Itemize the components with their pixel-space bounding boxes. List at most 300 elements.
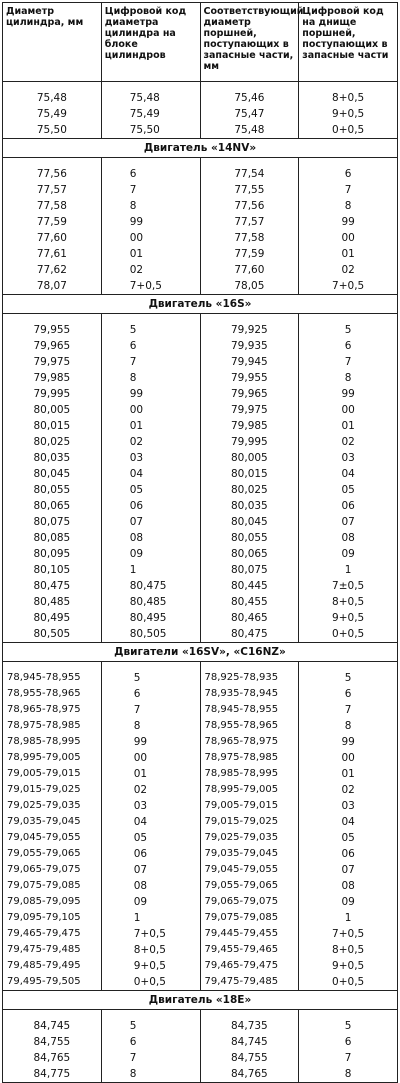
bore-diameter-cell: 79,075-79,085 (3, 878, 102, 894)
bore-diameter-cell: 84,745 (3, 1018, 102, 1034)
piston-diameter-cell: 80,075 (200, 562, 299, 578)
table-row (3, 498, 398, 514)
bore-code-cell: 02 (101, 262, 200, 278)
table-row (3, 1050, 398, 1066)
bore-diameter-cell: 80,045 (3, 466, 102, 482)
table-row (3, 894, 398, 910)
piston-code-cell: 08 (299, 878, 398, 894)
table-row (3, 578, 398, 594)
section-title: Двигатели «16SV», «С16NZ» (3, 643, 398, 662)
piston-diameter-cell: 80,065 (200, 546, 299, 562)
bore-diameter-cell: 80,095 (3, 546, 102, 562)
piston-diameter-cell: 79,025-79,035 (200, 830, 299, 846)
piston-code-cell: 09 (299, 894, 398, 910)
table-row (3, 90, 398, 106)
bore-diameter-cell: 77,59 (3, 214, 102, 230)
table-row (3, 974, 398, 991)
bore-code-cell: 06 (101, 846, 200, 862)
table-row (3, 1018, 398, 1034)
bore-code-cell: 00 (101, 230, 200, 246)
table-row (3, 402, 398, 418)
piston-diameter-cell: 80,015 (200, 466, 299, 482)
table-row (3, 450, 398, 466)
bore-diameter-cell: 79,015-79,025 (3, 782, 102, 798)
bore-code-cell: 5 (101, 322, 200, 338)
piston-code-cell: 6 (299, 338, 398, 354)
piston-diameter-cell: 75,48 (200, 122, 299, 139)
piston-code-cell: 04 (299, 466, 398, 482)
piston-diameter-cell: 79,945 (200, 354, 299, 370)
bore-code-cell: 01 (101, 246, 200, 262)
piston-diameter-cell: 80,025 (200, 482, 299, 498)
piston-diameter-cell: 79,045-79,055 (200, 862, 299, 878)
table-row (3, 106, 398, 122)
piston-code-cell: 9+0,5 (299, 958, 398, 974)
table-row (3, 246, 398, 262)
piston-diameter-cell: 79,065-79,075 (200, 894, 299, 910)
spacer-cell (101, 1010, 200, 1019)
table-row (3, 214, 398, 230)
spacer-cell (3, 662, 102, 671)
bore-diameter-cell: 80,485 (3, 594, 102, 610)
piston-diameter-cell: 84,765 (200, 1066, 299, 1083)
bore-code-cell: 7 (101, 354, 200, 370)
piston-diameter-cell: 75,46 (200, 90, 299, 106)
piston-code-cell: 8+0,5 (299, 90, 398, 106)
bore-code-cell: 99 (101, 214, 200, 230)
spacer-cell (200, 314, 299, 323)
spacer-cell (299, 662, 398, 671)
header-bore-code: Цифровой код диаметра цилиндра на блоке цилиндров (101, 3, 200, 82)
bore-code-cell: 09 (101, 546, 200, 562)
section-heading-row (3, 295, 398, 314)
spacer-row (3, 1010, 398, 1019)
piston-diameter-cell: 78,05 (200, 278, 299, 295)
bore-code-cell: 01 (101, 766, 200, 782)
piston-diameter-cell: 79,475-79,485 (200, 974, 299, 991)
bore-code-cell: 6 (101, 166, 200, 182)
spacer-row (3, 662, 398, 671)
bore-diameter-cell: 80,035 (3, 450, 102, 466)
spacer-cell (299, 82, 398, 91)
piston-diameter-cell: 79,035-79,045 (200, 846, 299, 862)
bore-code-cell: 05 (101, 830, 200, 846)
bore-diameter-cell: 79,055-79,065 (3, 846, 102, 862)
bore-code-cell: 6 (101, 686, 200, 702)
piston-diameter-cell: 77,54 (200, 166, 299, 182)
bore-code-cell: 75,49 (101, 106, 200, 122)
piston-diameter-cell: 80,465 (200, 610, 299, 626)
piston-code-cell: 00 (299, 230, 398, 246)
piston-code-cell: 1 (299, 562, 398, 578)
table-row (3, 198, 398, 214)
bore-diameter-cell: 80,495 (3, 610, 102, 626)
bore-code-cell: 04 (101, 466, 200, 482)
piston-code-cell: 8 (299, 718, 398, 734)
bore-code-cell: 07 (101, 514, 200, 530)
spacer-cell (299, 1010, 398, 1019)
piston-diameter-cell: 84,755 (200, 1050, 299, 1066)
piston-code-cell: 0+0,5 (299, 626, 398, 643)
table-row (3, 686, 398, 702)
piston-code-cell: 7+0,5 (299, 278, 398, 295)
bore-diameter-cell: 84,765 (3, 1050, 102, 1066)
table-body (3, 82, 398, 1083)
bore-code-cell: 8 (101, 198, 200, 214)
spacer-cell (101, 158, 200, 167)
piston-diameter-cell: 78,975-78,985 (200, 750, 299, 766)
piston-code-cell: 02 (299, 434, 398, 450)
piston-code-cell: 07 (299, 514, 398, 530)
piston-code-cell: 03 (299, 450, 398, 466)
piston-diameter-cell: 80,445 (200, 578, 299, 594)
spacer-cell (299, 158, 398, 167)
bore-diameter-cell: 79,495-79,505 (3, 974, 102, 991)
spacer-cell (200, 82, 299, 91)
bore-code-cell: 00 (101, 402, 200, 418)
bore-code-cell: 5 (101, 670, 200, 686)
spacer-row (3, 314, 398, 323)
bore-code-cell: 08 (101, 530, 200, 546)
bore-code-cell: 6 (101, 338, 200, 354)
header-piston-code: Цифровой код на днище поршней, поступающих в запасные части (299, 3, 398, 82)
piston-bore-table (2, 2, 398, 1083)
bore-diameter-cell: 80,505 (3, 626, 102, 643)
table-row (3, 958, 398, 974)
piston-diameter-cell: 79,015-79,025 (200, 814, 299, 830)
bore-diameter-cell: 77,57 (3, 182, 102, 198)
piston-code-cell: 8+0,5 (299, 942, 398, 958)
bore-code-cell: 99 (101, 386, 200, 402)
piston-diameter-cell: 84,735 (200, 1018, 299, 1034)
piston-diameter-cell: 80,475 (200, 626, 299, 643)
bore-code-cell: 8+0,5 (101, 942, 200, 958)
bore-code-cell: 09 (101, 894, 200, 910)
bore-code-cell: 00 (101, 750, 200, 766)
piston-diameter-cell: 78,935-78,945 (200, 686, 299, 702)
bore-diameter-cell: 80,025 (3, 434, 102, 450)
table-row (3, 354, 398, 370)
bore-code-cell: 99 (101, 734, 200, 750)
bore-diameter-cell: 77,58 (3, 198, 102, 214)
bore-diameter-cell: 77,56 (3, 166, 102, 182)
table-row (3, 734, 398, 750)
section-heading-row (3, 643, 398, 662)
bore-code-cell: 6 (101, 1034, 200, 1050)
bore-code-cell: 8 (101, 718, 200, 734)
bore-diameter-cell: 78,955-78,965 (3, 686, 102, 702)
bore-diameter-cell: 79,985 (3, 370, 102, 386)
piston-code-cell: 8+0,5 (299, 594, 398, 610)
piston-code-cell: 07 (299, 862, 398, 878)
table-row (3, 482, 398, 498)
spacer-row (3, 82, 398, 91)
piston-code-cell: 5 (299, 322, 398, 338)
bore-diameter-cell: 80,055 (3, 482, 102, 498)
piston-diameter-cell: 79,005-79,015 (200, 798, 299, 814)
bore-code-cell: 80,495 (101, 610, 200, 626)
bore-diameter-cell: 77,61 (3, 246, 102, 262)
piston-diameter-cell: 77,55 (200, 182, 299, 198)
piston-diameter-cell: 79,965 (200, 386, 299, 402)
spacer-cell (3, 1010, 102, 1019)
table-row (3, 702, 398, 718)
piston-code-cell: 02 (299, 262, 398, 278)
piston-diameter-cell: 79,925 (200, 322, 299, 338)
piston-diameter-cell: 75,47 (200, 106, 299, 122)
bore-code-cell: 03 (101, 798, 200, 814)
spacer-cell (299, 314, 398, 323)
table-row (3, 610, 398, 626)
piston-code-cell: 99 (299, 386, 398, 402)
bore-code-cell: 05 (101, 482, 200, 498)
table-row (3, 530, 398, 546)
piston-diameter-cell: 80,055 (200, 530, 299, 546)
table-row (3, 386, 398, 402)
bore-diameter-cell: 84,775 (3, 1066, 102, 1083)
bore-code-cell: 5 (101, 1018, 200, 1034)
piston-code-cell: 6 (299, 166, 398, 182)
piston-diameter-cell: 79,055-79,065 (200, 878, 299, 894)
piston-diameter-cell: 77,57 (200, 214, 299, 230)
bore-diameter-cell: 79,095-79,105 (3, 910, 102, 926)
piston-code-cell: 02 (299, 782, 398, 798)
bore-diameter-cell: 79,035-79,045 (3, 814, 102, 830)
piston-code-cell: 7+0,5 (299, 926, 398, 942)
bore-diameter-cell: 80,085 (3, 530, 102, 546)
piston-code-cell: 03 (299, 798, 398, 814)
bore-diameter-cell: 75,49 (3, 106, 102, 122)
header-piston-diameter: Соответствующий диаметр поршней, поступающих в запасные части, мм (200, 3, 299, 82)
spacer-cell (200, 1010, 299, 1019)
section-title: Двигатель «16S» (3, 295, 398, 314)
bore-diameter-cell: 77,60 (3, 230, 102, 246)
bore-code-cell: 02 (101, 782, 200, 798)
piston-code-cell: 99 (299, 214, 398, 230)
bore-diameter-cell: 77,62 (3, 262, 102, 278)
piston-code-cell: 7±0,5 (299, 578, 398, 594)
bore-diameter-cell: 80,015 (3, 418, 102, 434)
bore-code-cell: 8 (101, 1066, 200, 1083)
bore-code-cell: 8 (101, 370, 200, 386)
piston-code-cell: 09 (299, 546, 398, 562)
bore-diameter-cell: 79,955 (3, 322, 102, 338)
bore-code-cell: 06 (101, 498, 200, 514)
piston-code-cell: 7 (299, 354, 398, 370)
table-row (3, 514, 398, 530)
bore-code-cell: 80,505 (101, 626, 200, 643)
piston-diameter-cell: 77,56 (200, 198, 299, 214)
piston-code-cell: 05 (299, 482, 398, 498)
spacer-cell (101, 314, 200, 323)
spacer-cell (3, 158, 102, 167)
bore-code-cell: 7 (101, 1050, 200, 1066)
table-row (3, 1066, 398, 1083)
piston-diameter-cell: 78,965-78,975 (200, 734, 299, 750)
bore-code-cell: 7 (101, 182, 200, 198)
piston-code-cell: 0+0,5 (299, 974, 398, 991)
section-heading-row (3, 139, 398, 158)
bore-diameter-cell: 78,07 (3, 278, 102, 295)
table-row (3, 370, 398, 386)
table-row (3, 766, 398, 782)
bore-diameter-cell: 78,975-78,985 (3, 718, 102, 734)
bore-code-cell: 02 (101, 434, 200, 450)
table-row (3, 910, 398, 926)
bore-code-cell: 03 (101, 450, 200, 466)
bore-diameter-cell: 80,105 (3, 562, 102, 578)
table-row (3, 878, 398, 894)
spacer-cell (3, 314, 102, 323)
piston-diameter-cell: 79,075-79,085 (200, 910, 299, 926)
piston-code-cell: 06 (299, 846, 398, 862)
piston-diameter-cell: 79,955 (200, 370, 299, 386)
table-row (3, 278, 398, 295)
piston-diameter-cell: 79,975 (200, 402, 299, 418)
piston-diameter-cell: 78,945-78,955 (200, 702, 299, 718)
bore-code-cell: 7+0,5 (101, 926, 200, 942)
table-row (3, 1034, 398, 1050)
piston-code-cell: 5 (299, 1018, 398, 1034)
table-row (3, 942, 398, 958)
bore-diameter-cell: 75,50 (3, 122, 102, 139)
piston-diameter-cell: 77,60 (200, 262, 299, 278)
bore-diameter-cell: 80,075 (3, 514, 102, 530)
table-row (3, 434, 398, 450)
piston-code-cell: 7 (299, 182, 398, 198)
table-row (3, 814, 398, 830)
bore-code-cell: 07 (101, 862, 200, 878)
piston-diameter-cell: 79,445-79,455 (200, 926, 299, 942)
piston-code-cell: 8 (299, 1066, 398, 1083)
piston-code-cell: 7 (299, 1050, 398, 1066)
section-title: Двигатель «14NV» (3, 139, 398, 158)
piston-diameter-cell: 79,465-79,475 (200, 958, 299, 974)
piston-code-cell: 08 (299, 530, 398, 546)
spacer-cell (200, 158, 299, 167)
bore-code-cell: 7+0,5 (101, 278, 200, 295)
bore-diameter-cell: 78,985-78,995 (3, 734, 102, 750)
table-row (3, 830, 398, 846)
table-row (3, 670, 398, 686)
section-heading-row (3, 991, 398, 1010)
bore-diameter-cell: 79,475-79,485 (3, 942, 102, 958)
piston-diameter-cell: 78,955-78,965 (200, 718, 299, 734)
bore-diameter-cell: 79,025-79,035 (3, 798, 102, 814)
bore-code-cell: 1 (101, 910, 200, 926)
piston-code-cell: 1 (299, 910, 398, 926)
bore-code-cell: 80,485 (101, 594, 200, 610)
table-row (3, 718, 398, 734)
bore-diameter-cell: 78,945-78,955 (3, 670, 102, 686)
bore-code-cell: 04 (101, 814, 200, 830)
piston-code-cell: 05 (299, 830, 398, 846)
piston-diameter-cell: 80,005 (200, 450, 299, 466)
table-row (3, 750, 398, 766)
piston-code-cell: 6 (299, 1034, 398, 1050)
bore-diameter-cell: 79,065-79,075 (3, 862, 102, 878)
spacer-cell (101, 662, 200, 671)
piston-diameter-cell: 78,985-78,995 (200, 766, 299, 782)
section-title: Двигатель «18Е» (3, 991, 398, 1010)
bore-diameter-cell: 79,995 (3, 386, 102, 402)
piston-code-cell: 01 (299, 246, 398, 262)
bore-code-cell: 0+0,5 (101, 974, 200, 991)
spacer-cell (200, 662, 299, 671)
table-row (3, 418, 398, 434)
bore-diameter-cell: 79,005-79,015 (3, 766, 102, 782)
piston-code-cell: 01 (299, 418, 398, 434)
bore-code-cell: 80,475 (101, 578, 200, 594)
piston-code-cell: 04 (299, 814, 398, 830)
bore-diameter-cell: 80,475 (3, 578, 102, 594)
piston-code-cell: 0+0,5 (299, 122, 398, 139)
table-row (3, 230, 398, 246)
bore-diameter-cell: 79,485-79,495 (3, 958, 102, 974)
table-header-row (3, 3, 398, 82)
bore-code-cell: 75,48 (101, 90, 200, 106)
piston-code-cell: 01 (299, 766, 398, 782)
bore-code-cell: 7 (101, 702, 200, 718)
table-row (3, 182, 398, 198)
table-row (3, 926, 398, 942)
piston-code-cell: 6 (299, 686, 398, 702)
spacer-row (3, 158, 398, 167)
bore-code-cell: 1 (101, 562, 200, 578)
piston-diameter-cell: 78,925-78,935 (200, 670, 299, 686)
bore-diameter-cell: 78,965-78,975 (3, 702, 102, 718)
piston-diameter-cell: 84,745 (200, 1034, 299, 1050)
piston-diameter-cell: 78,995-79,005 (200, 782, 299, 798)
table-row (3, 338, 398, 354)
bore-diameter-cell: 80,065 (3, 498, 102, 514)
piston-code-cell: 7 (299, 702, 398, 718)
table-row (3, 262, 398, 278)
piston-diameter-cell: 77,58 (200, 230, 299, 246)
piston-diameter-cell: 79,455-79,465 (200, 942, 299, 958)
bore-diameter-cell: 79,465-79,475 (3, 926, 102, 942)
bore-diameter-cell: 79,965 (3, 338, 102, 354)
piston-code-cell: 06 (299, 498, 398, 514)
spacer-cell (3, 82, 102, 91)
table-row (3, 322, 398, 338)
piston-code-cell: 8 (299, 370, 398, 386)
piston-code-cell: 00 (299, 402, 398, 418)
piston-diameter-cell: 79,995 (200, 434, 299, 450)
table-row (3, 798, 398, 814)
bore-diameter-cell: 84,755 (3, 1034, 102, 1050)
bore-code-cell: 01 (101, 418, 200, 434)
piston-code-cell: 9+0,5 (299, 106, 398, 122)
table-row (3, 166, 398, 182)
piston-code-cell: 00 (299, 750, 398, 766)
piston-code-cell: 8 (299, 198, 398, 214)
table-row (3, 546, 398, 562)
piston-code-cell: 9+0,5 (299, 610, 398, 626)
bore-diameter-cell: 78,995-79,005 (3, 750, 102, 766)
table-row (3, 846, 398, 862)
piston-diameter-cell: 80,455 (200, 594, 299, 610)
table-row (3, 782, 398, 798)
table-row (3, 466, 398, 482)
piston-code-cell: 99 (299, 734, 398, 750)
bore-diameter-cell: 79,045-79,055 (3, 830, 102, 846)
bore-diameter-cell: 79,975 (3, 354, 102, 370)
piston-code-cell: 5 (299, 670, 398, 686)
bore-diameter-cell: 80,005 (3, 402, 102, 418)
piston-diameter-cell: 80,045 (200, 514, 299, 530)
table-row (3, 562, 398, 578)
